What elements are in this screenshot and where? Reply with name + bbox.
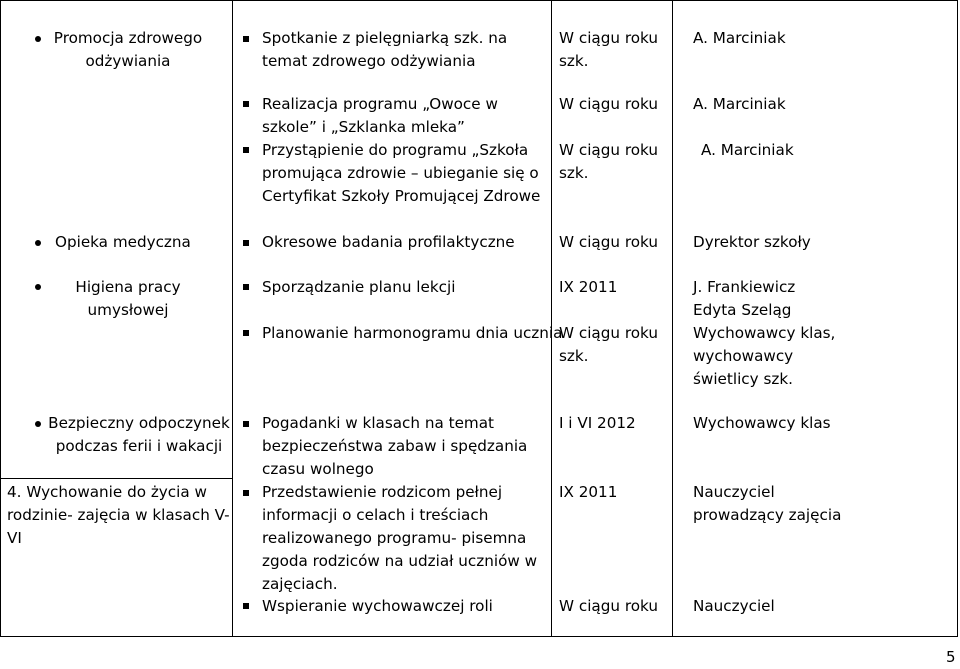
table-bottom-border xyxy=(0,636,958,637)
date-line: szk. xyxy=(559,347,589,365)
activity-text xyxy=(262,412,527,481)
bullet-square-icon xyxy=(243,330,249,336)
area-cell xyxy=(50,276,206,322)
bullet-dot-icon xyxy=(35,240,41,246)
activity-line: realizowanego programu- pisemna xyxy=(262,529,527,547)
responsible-line: J. Frankiewicz xyxy=(693,278,796,296)
area-line: podczas ferii i wakacji xyxy=(55,437,223,455)
responsible-line: wychowawcy xyxy=(693,347,794,365)
date-line: W ciągu roku xyxy=(559,95,658,113)
bullet-square-icon xyxy=(243,284,249,290)
date-line: I i VI 2012 xyxy=(559,414,636,432)
area-line: VI xyxy=(7,529,22,547)
area-cell xyxy=(55,231,191,254)
area-line: 4. Wychowanie do życia w xyxy=(7,483,207,501)
bullet-square-icon xyxy=(243,240,249,246)
activity-line: promująca zdrowie – ubieganie się o xyxy=(262,164,539,182)
activity-line: Realizacja programu „Owoce w xyxy=(262,95,498,113)
activity-line: zajęciach. xyxy=(262,575,338,593)
activity-text xyxy=(262,93,498,139)
responsible-line: A. Marciniak xyxy=(693,95,786,113)
date-text xyxy=(559,412,636,435)
area-line: rodzinie- zajęcia w klasach V- xyxy=(7,506,230,524)
date-text xyxy=(559,595,658,618)
bullet-square-icon xyxy=(243,147,249,153)
date-text xyxy=(559,276,617,299)
row-separator xyxy=(0,478,232,479)
activity-line: Certyfikat Szkoły Promującej Zdrowe xyxy=(262,187,541,205)
date-line: W ciągu roku xyxy=(559,141,658,159)
responsible-line: Nauczyciel xyxy=(693,483,775,501)
page-number: 5 xyxy=(946,648,956,666)
activity-line: informacji o celach i treściach xyxy=(262,506,489,524)
date-text xyxy=(559,231,658,254)
activity-line: bezpieczeństwa zabaw i spędzania xyxy=(262,437,528,455)
area-line: Promocja zdrowego xyxy=(53,29,203,47)
responsible-line: Wychowawcy klas, xyxy=(693,324,836,342)
activity-line: Przystąpienie do programu „Szkoła xyxy=(262,141,529,159)
area-line: umysłowej xyxy=(87,301,169,319)
bullet-dot-icon xyxy=(35,421,41,427)
date-line: W ciągu roku xyxy=(559,597,658,615)
activity-text xyxy=(262,595,493,618)
date-text xyxy=(559,481,617,504)
responsible-text xyxy=(693,93,786,116)
table-left-border xyxy=(0,0,1,637)
responsible-text xyxy=(693,481,841,527)
responsible-line: Nauczyciel xyxy=(693,597,775,615)
area-cell xyxy=(48,412,230,458)
table-top-border xyxy=(0,0,958,1)
column-separator-2 xyxy=(551,0,552,637)
date-line: IX 2011 xyxy=(559,483,618,501)
activity-text xyxy=(262,139,540,208)
bullet-square-icon xyxy=(243,421,249,427)
area-line: odżywiania xyxy=(85,52,171,70)
date-text xyxy=(559,27,658,73)
activity-line: Pogadanki w klasach na temat xyxy=(262,414,494,432)
activity-text xyxy=(262,276,455,299)
activity-line: zgoda rodziców na udział uczniów w xyxy=(262,552,538,570)
activity-line: szkole” i „Szklanka mleka” xyxy=(262,118,465,136)
responsible-text xyxy=(693,595,775,618)
responsible-text xyxy=(701,139,794,162)
activity-text xyxy=(262,481,537,596)
responsible-text xyxy=(693,231,811,254)
bullet-square-icon xyxy=(243,490,249,496)
bullet-dot-icon xyxy=(35,284,41,290)
responsible-line: Wychowawcy klas xyxy=(693,414,831,432)
area-cell xyxy=(7,481,230,550)
responsible-line: prowadzący zajęcia xyxy=(693,506,842,524)
bullet-square-icon xyxy=(243,101,249,107)
date-line: W ciągu roku xyxy=(559,29,658,47)
area-cell xyxy=(50,27,206,73)
date-line: IX 2011 xyxy=(559,278,618,296)
area-line: Bezpieczny odpoczynek xyxy=(48,414,230,432)
activity-line: temat zdrowego odżywiania xyxy=(262,52,476,70)
date-line: szk. xyxy=(559,52,589,70)
activity-line: czasu wolnego xyxy=(262,460,374,478)
date-text xyxy=(559,139,658,185)
responsible-text xyxy=(693,412,831,435)
date-line: szk. xyxy=(559,164,589,182)
date-line: W ciągu roku xyxy=(559,233,658,251)
date-text xyxy=(559,322,658,368)
activity-line: Sporządzanie planu lekcji xyxy=(262,278,456,296)
table-right-border xyxy=(957,0,958,637)
date-line: W ciągu roku xyxy=(559,324,658,342)
responsible-line: Dyrektor szkoły xyxy=(693,233,811,251)
activity-line: Spotkanie z pielęgniarką szk. na xyxy=(262,29,508,47)
bullet-square-icon xyxy=(243,36,249,42)
area-line: Opieka medyczna xyxy=(55,233,191,251)
bullet-dot-icon xyxy=(35,36,41,42)
activity-line: Przedstawienie rodzicom pełnej xyxy=(262,483,503,501)
responsible-line: A. Marciniak xyxy=(693,29,786,47)
date-text xyxy=(559,93,658,116)
activity-line: Wspieranie wychowawczej roli xyxy=(262,597,493,615)
responsible-line: A. Marciniak xyxy=(701,141,794,159)
responsible-text xyxy=(693,27,786,50)
area-line: Higiena pracy xyxy=(75,278,181,296)
bullet-square-icon xyxy=(243,603,249,609)
activity-line: Planowanie harmonogramu dnia ucznia xyxy=(262,324,563,342)
responsible-text xyxy=(693,276,835,391)
activity-line: Okresowe badania profilaktyczne xyxy=(262,233,515,251)
activity-text xyxy=(262,27,507,73)
column-separator-3 xyxy=(672,0,673,637)
activity-text xyxy=(262,322,562,345)
activity-text xyxy=(262,231,515,254)
responsible-line: Edyta Szeląg xyxy=(693,301,792,319)
column-separator-1 xyxy=(232,0,233,637)
responsible-line: świetlicy szk. xyxy=(693,370,793,388)
